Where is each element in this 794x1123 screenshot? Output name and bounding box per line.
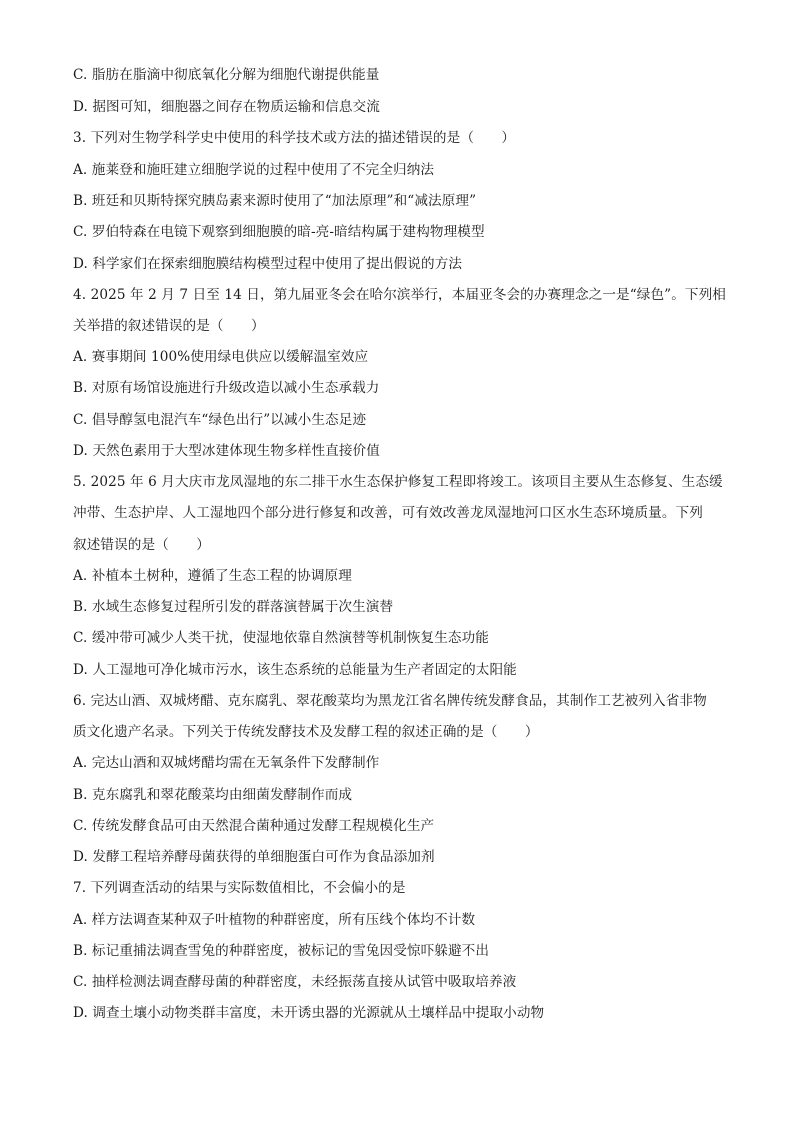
option-a-q5: A. 补植本土树种，遵循了生态工程的协调原理 [73,568,352,584]
option-c-q2: C. 脂肪在脂滴中彻底氧化分解为细胞代谢提供能量 [73,67,380,83]
question-6-stem-line-1: 6. 完达山酒、双城烤醋、克东腐乳、翠花酸菜均为黑龙江省名牌传统发酵食品，其制作工艺被列入省非物 [73,693,707,709]
question-7-stem: 7. 下列调查活动的结果与实际数值相比，不会偏小的是 [73,880,406,896]
question-5-stem-line-1: 5. 2025 年 6 月大庆市龙凤湿地的东二排干水生态保护修复工程即将竣工。该项目主要从生态修复、生态缓 [73,474,723,490]
question-6-stem-line-2: 质文化遗产名录。下列关于传统发酵技术及发酵工程的叙述正确的是（ ） [73,724,539,740]
option-c-q6: C. 传统发酵食品可由天然混合菌种通过发酵工程规模化生产 [73,818,435,834]
option-a-q4: A. 赛事期间 100%使用绿电供应以缓解温室效应 [73,349,369,365]
question-4-stem-line-1: 4. 2025 年 2 月 7 日至 14 日，第九届亚冬会在哈尔滨举行，本届亚冬会的办赛理念之一是“绿色”。下列相 [73,287,726,303]
option-b-q3: B. 班廷和贝斯特探究胰岛素来源时使用了“加法原理”和“减法原理” [73,193,477,209]
option-c-q7: C. 抽样检测法调查酵母菌的种群密度，未经振荡直接从试管中吸取培养液 [73,974,517,990]
option-b-q7: B. 标记重捕法调查雪兔的种群密度，被标记的雪兔因受惊吓躲避不出 [73,943,490,959]
option-c-q4: C. 倡导醇氢电混汽车“绿色出行”以减小生态足迹 [73,412,367,428]
option-d-q5: D. 人工湿地可净化城市污水，该生态系统的总能量为生产者固定的太阳能 [73,662,517,678]
option-b-q5: B. 水域生态修复过程所引发的群落演替属于次生演替 [73,599,394,615]
question-4-stem-line-2: 关举措的叙述错误的是（ ） [73,318,265,334]
option-c-q3: C. 罗伯特森在电镜下观察到细胞膜的暗-亮-暗结构属于建构物理模型 [73,224,485,240]
option-b-q4: B. 对原有场馆设施进行升级改造以减小生态承载力 [73,380,380,396]
option-d-q7: D. 调查土壤小动物类群丰富度，未开诱虫器的光源就从土壤样品中提取小动物 [73,1005,545,1021]
option-c-q5: C. 缓冲带可减少人类干扰，使湿地依靠自然演替等机制恢复生态功能 [73,630,489,646]
option-a-q7: A. 样方法调查某种双子叶植物的种群密度，所有压线个体均不计数 [73,912,476,928]
question-3-stem: 3. 下列对生物学科学史中使用的科学技术或方法的描述错误的是（ ） [73,130,516,146]
question-5-stem-line-3: 叙述错误的是（ ） [73,537,210,553]
option-b-q6: B. 克东腐乳和翠花酸菜均由细菌发酵制作而成 [73,787,353,803]
option-a-q6: A. 完达山酒和双城烤醋均需在无氧条件下发酵制作 [73,755,380,771]
option-d-q3: D. 科学家们在探索细胞膜结构模型过程中使用了提出假说的方法 [73,256,463,272]
option-a-q3: A. 施莱登和施旺建立细胞学说的过程中使用了不完全归纳法 [73,162,435,178]
option-d-q2: D. 据图可知，细胞器之间存在物质运输和信息交流 [73,99,380,115]
option-d-q6: D. 发酵工程培养酵母菌获得的单细胞蛋白可作为食品添加剂 [73,849,435,865]
question-5-stem-line-2: 冲带、生态护岸、人工湿地四个部分进行修复和改善，可有效改善龙凤湿地河口区水生态环境质量。下列 [73,505,703,521]
option-d-q4: D. 天然色素用于大型冰建体现生物多样性直接价值 [73,443,380,459]
